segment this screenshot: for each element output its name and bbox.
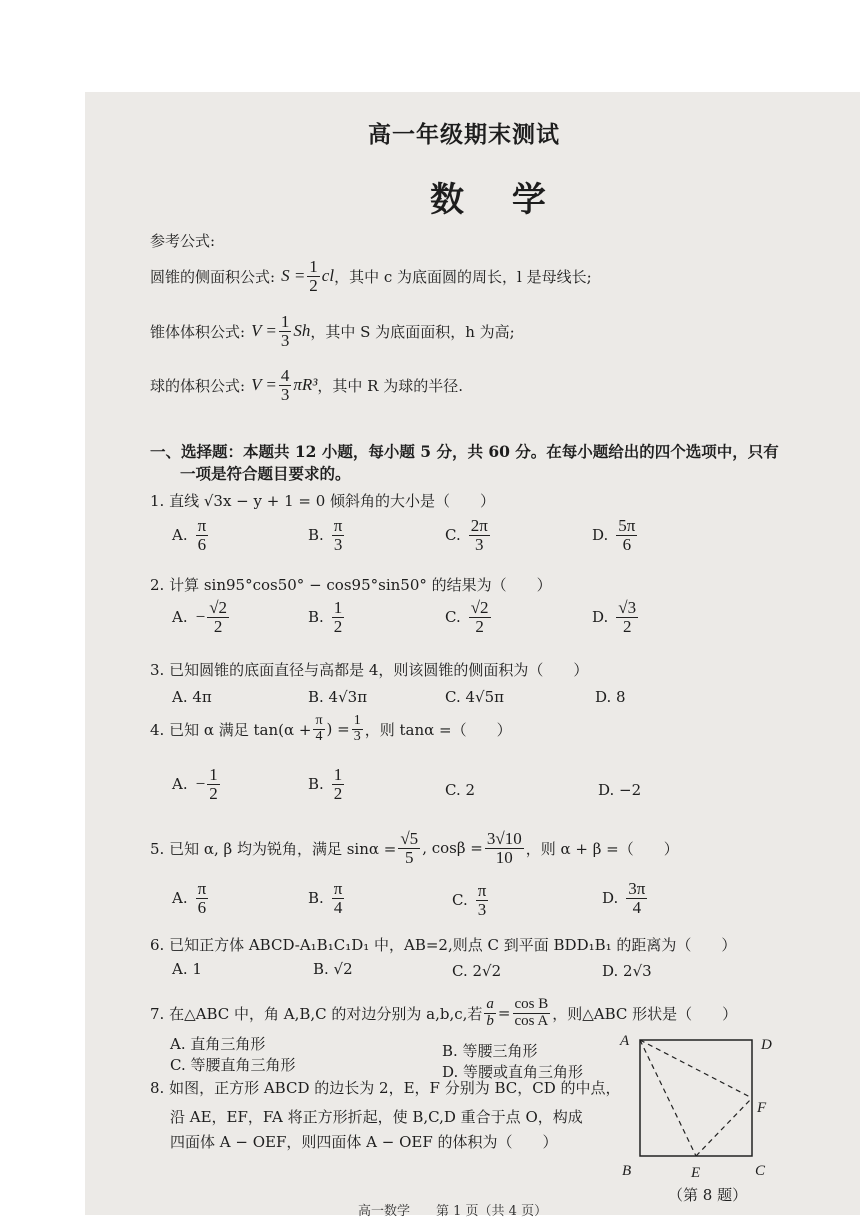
q5-option-d xyxy=(602,880,649,917)
q5-d-den: 4 xyxy=(632,897,642,917)
q5-f1-den: 5 xyxy=(405,847,414,867)
q7-f2-den: cos A xyxy=(514,1012,549,1029)
q5-stem-pre: 5. 已知 α, β 均为锐角，满足 sinα = xyxy=(150,839,397,858)
square-abcd xyxy=(640,1040,752,1156)
cone-formula-line xyxy=(150,258,592,295)
q5-b-den: 4 xyxy=(333,897,343,917)
q5-d-num: 3π xyxy=(628,879,646,898)
q4-option-d: D. −2 xyxy=(598,781,642,799)
pyramid-frac-num: 1 xyxy=(280,312,290,331)
q2-option-c xyxy=(445,599,493,636)
q1-a-label: A. xyxy=(172,526,188,545)
q1-option-c xyxy=(445,517,492,554)
vertex-label-d: D xyxy=(761,1037,772,1053)
pyramid-rhs: Sh xyxy=(293,321,311,341)
q8-line1: 8. 如图，正方形 ABCD 的边长为 2，E，F 分别为 BC，CD 的中点， xyxy=(150,1079,621,1097)
q1-d-frac xyxy=(616,517,637,554)
q5-c-frac xyxy=(476,882,489,919)
q4-a-label: A. xyxy=(172,775,188,794)
q1-option-d xyxy=(592,517,639,554)
q4-f2-num: 1 xyxy=(353,713,361,728)
q2-option-b xyxy=(308,599,346,636)
q2-a-num: √2 xyxy=(209,598,228,617)
q5-c-label: C. xyxy=(452,891,468,910)
q1-a-den: 6 xyxy=(197,534,207,554)
q2-d-label: D. xyxy=(592,608,609,627)
figure-caption: （第 8 题） xyxy=(668,1186,748,1204)
q1-b-frac xyxy=(332,517,345,554)
q1-d-num: 5π xyxy=(618,516,636,535)
q5-f2-num: 3√10 xyxy=(486,829,522,848)
pyramid-note: ，其中 S 为底面面积，h 为高; xyxy=(310,322,515,341)
q4-a-num: 1 xyxy=(209,765,218,784)
pyramid-lhs: V = xyxy=(251,321,277,341)
q5-c-den: 3 xyxy=(477,899,487,919)
sphere-frac-num: 4 xyxy=(280,366,290,385)
section-heading-line1: 一、选择题：本题共 12 小题，每小题 5 分，共 60 分。在每小题给出的四个选项中，只有 xyxy=(150,442,779,461)
q6-option-a: A. 1 xyxy=(172,960,202,978)
q7-f1-den: b xyxy=(486,1012,494,1029)
vertex-label-a: A xyxy=(620,1033,630,1049)
q4-option-a xyxy=(172,766,222,803)
q7-option-d: D. 等腰或直角三角形 xyxy=(442,1063,584,1081)
q7-stem-mid: = xyxy=(497,1004,511,1023)
cone-note: ，其中 c 为底面圆的周长，l 是母线长; xyxy=(334,267,592,286)
q6-option-b: B. √2 xyxy=(313,960,353,978)
vertex-label-c: C xyxy=(755,1163,766,1179)
q3-option-b: B. 4√3π xyxy=(308,688,368,706)
vertex-label-e: E xyxy=(691,1165,701,1181)
exam-title: 高一年级期末测试 xyxy=(368,121,560,148)
q1-stem: 1. 直线 √3x − y + 1 = 0 倾斜角的大小是（ ） xyxy=(150,492,496,510)
q5-option-c xyxy=(452,882,490,919)
q7-stem-post: ，则△ABC 形状是（ ） xyxy=(552,1004,738,1023)
square-fold-figure xyxy=(615,1030,780,1180)
q2-d-frac xyxy=(616,599,638,636)
fold-line-af xyxy=(640,1040,752,1098)
q4-b-frac xyxy=(332,766,345,803)
sphere-formula-line xyxy=(150,367,463,404)
q1-c-den: 3 xyxy=(475,534,484,554)
vertex-label-b: B xyxy=(622,1163,632,1179)
q7-f2-num: cos B xyxy=(514,996,549,1012)
sphere-note: ，其中 R 为球的半径. xyxy=(317,376,463,395)
q2-c-frac xyxy=(469,599,491,636)
q4-b-den: 2 xyxy=(333,783,343,803)
q5-f1-num: √5 xyxy=(400,829,419,848)
q6-option-d: D. 2√3 xyxy=(602,962,652,980)
q7-stem-frac2 xyxy=(513,997,551,1030)
q5-stem-frac1 xyxy=(398,830,420,867)
cone-rhs: cl xyxy=(321,266,335,286)
q7-f1-num: a xyxy=(486,996,494,1012)
q4-a-sign: − xyxy=(195,774,206,794)
q3-option-d: D. 8 xyxy=(595,688,626,706)
q1-b-num: π xyxy=(333,516,343,535)
q4-a-den: 2 xyxy=(209,783,218,803)
q2-stem: 2. 计算 sin95°cos50° − cos95°sin50° 的结果为（ ） xyxy=(150,576,552,594)
q2-c-num: √2 xyxy=(470,598,489,617)
q4-f1-den: 4 xyxy=(315,728,323,744)
q5-stem xyxy=(150,830,679,867)
page-footer: 高一数学 第 1 页（共 4 页） xyxy=(358,1204,548,1219)
q4-stem-frac2 xyxy=(352,714,363,744)
q1-a-frac xyxy=(196,517,209,554)
q2-a-sign: − xyxy=(195,607,206,627)
q5-b-num: π xyxy=(333,879,343,898)
q5-stem-mid: , cosβ = xyxy=(422,839,483,858)
q5-b-label: B. xyxy=(308,889,324,908)
q2-b-frac xyxy=(332,599,345,636)
q5-a-den: 6 xyxy=(197,897,207,917)
q4-stem xyxy=(150,714,512,744)
q5-d-frac xyxy=(626,880,647,917)
q1-c-label: C. xyxy=(445,526,461,545)
q7-option-a: A. 直角三角形 xyxy=(170,1035,266,1053)
q7-option-c: C. 等腰直角三角形 xyxy=(170,1056,296,1074)
q1-option-a xyxy=(172,517,210,554)
q3-option-a: A. 4π xyxy=(172,688,212,706)
subject-title: 数 学 xyxy=(430,180,564,220)
pyramid-frac-den: 3 xyxy=(280,330,290,350)
q2-c-label: C. xyxy=(445,608,461,627)
q6-stem: 6. 已知正方体 ABCD-A₁B₁C₁D₁ 中，AB=2,则点 C 到平面 BDD₁B₁ 的距离为（ ） xyxy=(150,936,737,954)
cone-lhs: S = xyxy=(281,266,306,286)
pyramid-fraction xyxy=(279,313,292,350)
q2-c-den: 2 xyxy=(475,616,484,636)
q5-option-a xyxy=(172,880,210,917)
q5-b-frac xyxy=(332,880,345,917)
cone-frac-den: 2 xyxy=(309,275,318,295)
q5-stem-frac2 xyxy=(485,830,524,867)
q5-f2-den: 10 xyxy=(495,847,513,867)
q4-stem-pre: 4. 已知 α 满足 tan(α + xyxy=(150,720,312,739)
q7-stem-frac1 xyxy=(484,997,496,1030)
q2-a-label: A. xyxy=(172,608,188,627)
q2-a-frac xyxy=(207,599,229,636)
q7-stem-pre: 7. 在△ABC 中，角 A,B,C 的对边分别为 a,b,c,若 xyxy=(150,1004,483,1023)
q1-b-label: B. xyxy=(308,526,324,545)
q1-b-den: 3 xyxy=(333,534,343,554)
cone-label: 圆锥的侧面积公式: xyxy=(150,267,276,286)
q4-b-label: B. xyxy=(308,775,324,794)
q4-f1-num: π xyxy=(315,713,323,728)
q5-a-label: A. xyxy=(172,889,188,908)
q4-b-num: 1 xyxy=(333,765,343,784)
pyramid-label: 锥体体积公式: xyxy=(150,322,246,341)
sphere-frac-den: 3 xyxy=(280,384,290,404)
q2-b-label: B. xyxy=(308,608,324,627)
q1-d-den: 6 xyxy=(622,534,632,554)
q1-a-num: π xyxy=(197,516,207,535)
q4-stem-post: ，则 tanα =（ ） xyxy=(364,720,512,739)
q1-c-num: 2π xyxy=(470,516,488,535)
q5-option-b xyxy=(308,880,346,917)
q1-option-b xyxy=(308,517,346,554)
sphere-lhs: V = xyxy=(251,375,277,395)
q5-stem-post: ，则 α + β =（ ） xyxy=(525,839,679,858)
q2-b-den: 2 xyxy=(333,616,343,636)
q3-option-c: C. 4√5π xyxy=(445,688,504,706)
sphere-rhs: πR³ xyxy=(293,375,318,395)
q4-stem-mid: ) = xyxy=(326,720,350,739)
q5-a-frac xyxy=(196,880,209,917)
pyramid-formula-line xyxy=(150,313,515,350)
q7-option-b: B. 等腰三角形 xyxy=(442,1042,538,1060)
sphere-label: 球的体积公式: xyxy=(150,376,246,395)
q8-line3: 四面体 A − OEF，则四面体 A − OEF 的体积为（ ） xyxy=(170,1133,558,1151)
q4-option-b xyxy=(308,766,346,803)
q2-a-den: 2 xyxy=(213,616,223,636)
q1-c-frac xyxy=(469,517,490,554)
q2-d-den: 2 xyxy=(622,616,632,636)
q5-c-num: π xyxy=(477,881,487,900)
q8-line2: 沿 AE，EF，FA 将正方形折起，使 B,C,D 重合于点 O，构成 xyxy=(170,1108,583,1126)
q6-option-c: C. 2√2 xyxy=(452,962,502,980)
cone-frac-num: 1 xyxy=(309,257,318,276)
q5-d-label: D. xyxy=(602,889,619,908)
sphere-fraction xyxy=(279,367,292,404)
q4-f2-den: 3 xyxy=(353,728,361,744)
q2-option-d xyxy=(592,599,640,636)
q1-d-label: D. xyxy=(592,526,609,545)
q2-option-a xyxy=(172,599,231,636)
q3-stem: 3. 已知圆锥的底面直径与高都是 4，则该圆锥的侧面积为（ ） xyxy=(150,661,589,679)
q7-stem xyxy=(150,997,737,1030)
formula-heading: 参考公式: xyxy=(150,232,216,250)
section-heading-line2: 一项是符合题目要求的。 xyxy=(180,464,351,483)
fold-line-ef xyxy=(696,1098,752,1156)
cone-fraction xyxy=(307,258,320,295)
q2-b-num: 1 xyxy=(333,598,343,617)
q4-option-c: C. 2 xyxy=(445,781,476,799)
fold-line-ae xyxy=(640,1040,696,1156)
q4-stem-frac1 xyxy=(313,714,324,744)
q5-a-num: π xyxy=(197,879,207,898)
vertex-label-f: F xyxy=(757,1100,767,1116)
q4-a-frac xyxy=(207,766,220,803)
q2-d-num: √3 xyxy=(618,598,637,617)
